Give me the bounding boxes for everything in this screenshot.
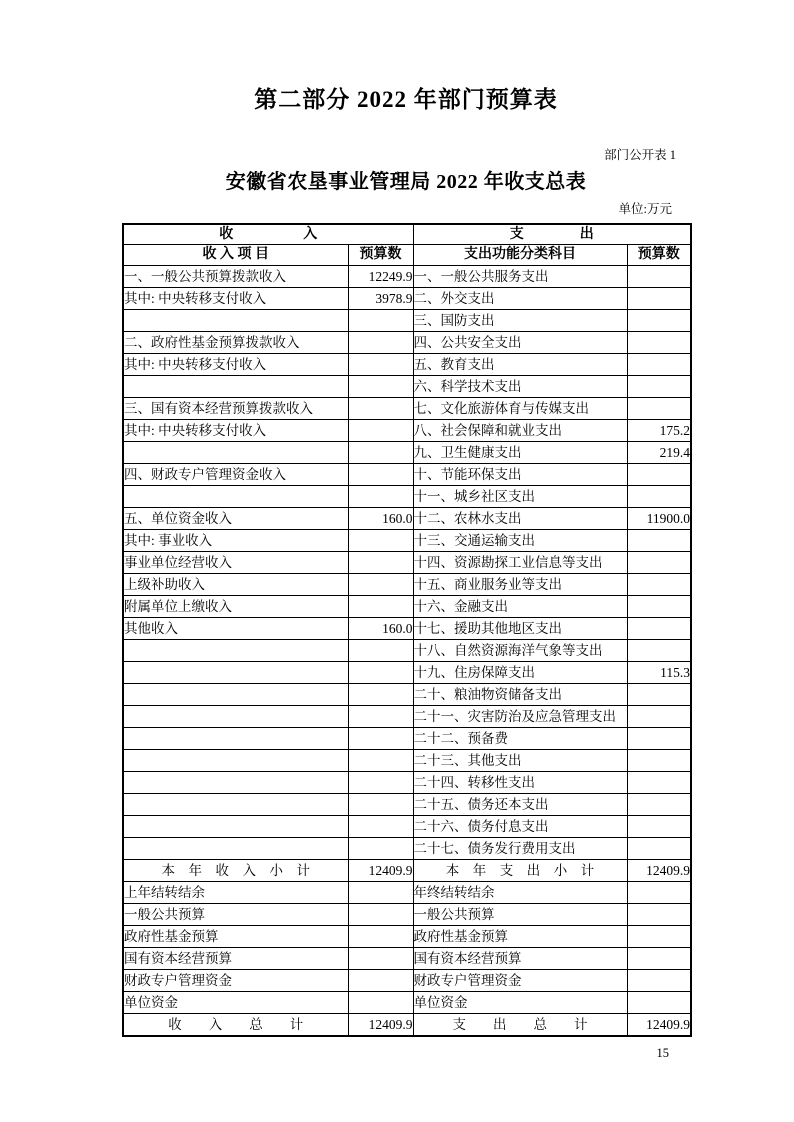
table-row bbox=[123, 552, 691, 574]
income-item-cell: 其中: 中央转移支付收入 bbox=[123, 420, 348, 442]
expense-value-cell bbox=[627, 486, 691, 508]
income-item-cell: 三、国有资本经营预算拨款收入 bbox=[123, 398, 348, 420]
unit-label: 单位:万元 bbox=[618, 202, 672, 217]
expense-value-cell bbox=[627, 816, 691, 838]
income-item-column-header: 收 入 项 目 bbox=[123, 245, 348, 266]
income-item-cell bbox=[123, 376, 348, 398]
expense-value-cell bbox=[627, 266, 691, 288]
income-item-cell bbox=[123, 838, 348, 860]
income-value-cell bbox=[348, 926, 413, 948]
income-value-cell bbox=[348, 464, 413, 486]
expense-item-cell: 二十四、转移性支出 bbox=[413, 772, 627, 794]
expense-item-cell: 十、节能环保支出 bbox=[413, 464, 627, 486]
income-item-cell bbox=[123, 684, 348, 706]
table-column-header-row bbox=[123, 245, 691, 266]
expense-value-cell: 115.3 bbox=[627, 662, 691, 684]
expense-item-cell: 十八、自然资源海洋气象等支出 bbox=[413, 640, 627, 662]
income-value-cell bbox=[348, 750, 413, 772]
income-item-cell bbox=[123, 662, 348, 684]
expense-value-cell bbox=[627, 772, 691, 794]
expense-value-cell bbox=[627, 948, 691, 970]
expense-value-cell bbox=[627, 750, 691, 772]
income-value-cell bbox=[348, 332, 413, 354]
expense-item-cell: 二十、粮油物资储备支出 bbox=[413, 684, 627, 706]
table-row bbox=[123, 376, 691, 398]
expense-item-cell: 二十一、灾害防治及应急管理支出 bbox=[413, 706, 627, 728]
income-item-cell: 五、单位资金收入 bbox=[123, 508, 348, 530]
table-row bbox=[123, 266, 691, 288]
income-value-cell bbox=[348, 486, 413, 508]
expense-item-cell: 二十七、债务发行费用支出 bbox=[413, 838, 627, 860]
income-item-cell: 财政专户管理资金 bbox=[123, 970, 348, 992]
expense-value-cell bbox=[627, 992, 691, 1014]
income-value-cell bbox=[348, 552, 413, 574]
expense-value-cell bbox=[627, 552, 691, 574]
expense-item-cell: 五、教育支出 bbox=[413, 354, 627, 376]
table-row bbox=[123, 420, 691, 442]
expense-value-cell bbox=[627, 684, 691, 706]
table-row bbox=[123, 508, 691, 530]
expense-item-cell: 十一、城乡社区支出 bbox=[413, 486, 627, 508]
table-row bbox=[123, 970, 691, 992]
table-row bbox=[123, 794, 691, 816]
table-row bbox=[123, 728, 691, 750]
expense-value-cell bbox=[627, 640, 691, 662]
income-value-cell bbox=[348, 838, 413, 860]
table-row bbox=[123, 574, 691, 596]
income-item-cell bbox=[123, 310, 348, 332]
income-item-cell: 本 年 收 入 小 计 bbox=[123, 860, 348, 882]
expense-value-cell bbox=[627, 398, 691, 420]
table-group-header-row bbox=[123, 224, 691, 245]
expense-value-cell bbox=[627, 574, 691, 596]
income-value-cell: 160.0 bbox=[348, 508, 413, 530]
income-value-cell bbox=[348, 398, 413, 420]
expense-value-cell: 175.2 bbox=[627, 420, 691, 442]
table-row bbox=[123, 860, 691, 882]
expense-item-cell: 支 出 总 计 bbox=[413, 1014, 627, 1037]
income-item-cell: 收 入 总 计 bbox=[123, 1014, 348, 1037]
income-item-cell: 二、政府性基金预算拨款收入 bbox=[123, 332, 348, 354]
income-value-cell bbox=[348, 376, 413, 398]
income-value-cell bbox=[348, 728, 413, 750]
table-row bbox=[123, 882, 691, 904]
expense-item-cell: 七、文化旅游体育与传媒支出 bbox=[413, 398, 627, 420]
expense-item-cell: 二、外交支出 bbox=[413, 288, 627, 310]
expense-value-cell bbox=[627, 838, 691, 860]
income-item-cell: 其中: 事业收入 bbox=[123, 530, 348, 552]
income-item-cell bbox=[123, 816, 348, 838]
expense-value-cell bbox=[627, 618, 691, 640]
table-row bbox=[123, 926, 691, 948]
income-value-cell bbox=[348, 970, 413, 992]
income-value-cell bbox=[348, 684, 413, 706]
expense-value-cell bbox=[627, 706, 691, 728]
table-row bbox=[123, 706, 691, 728]
expense-value-cell bbox=[627, 904, 691, 926]
expense-item-cell: 二十三、其他支出 bbox=[413, 750, 627, 772]
expense-item-cell: 八、社会保障和就业支出 bbox=[413, 420, 627, 442]
income-item-cell: 其他收入 bbox=[123, 618, 348, 640]
income-item-cell: 其中: 中央转移支付收入 bbox=[123, 288, 348, 310]
part-title: 第二部分 2022 年部门预算表 bbox=[254, 87, 558, 112]
expense-item-cell: 二十二、预备费 bbox=[413, 728, 627, 750]
table-row bbox=[123, 992, 691, 1014]
table-row bbox=[123, 684, 691, 706]
expense-value-cell bbox=[627, 376, 691, 398]
expense-item-cell: 三、国防支出 bbox=[413, 310, 627, 332]
expense-item-cell: 二十六、债务付息支出 bbox=[413, 816, 627, 838]
income-item-cell bbox=[123, 486, 348, 508]
income-item-cell: 事业单位经营收入 bbox=[123, 552, 348, 574]
table-row bbox=[123, 618, 691, 640]
expense-item-cell: 四、公共安全支出 bbox=[413, 332, 627, 354]
expense-item-cell: 十二、农林水支出 bbox=[413, 508, 627, 530]
table-row bbox=[123, 486, 691, 508]
income-item-cell bbox=[123, 442, 348, 464]
budget-table-body bbox=[123, 266, 691, 1037]
income-value-cell: 12409.9 bbox=[348, 860, 413, 882]
expense-item-cell: 二十五、债务还本支出 bbox=[413, 794, 627, 816]
expense-value-cell bbox=[627, 332, 691, 354]
table-row bbox=[123, 750, 691, 772]
income-value-cell bbox=[348, 794, 413, 816]
table-row bbox=[123, 838, 691, 860]
expense-value-cell: 219.4 bbox=[627, 442, 691, 464]
table-row bbox=[123, 904, 691, 926]
income-value-cell bbox=[348, 992, 413, 1014]
table-row bbox=[123, 816, 691, 838]
expense-item-cell: 国有资本经营预算 bbox=[413, 948, 627, 970]
table-row bbox=[123, 640, 691, 662]
table-tag-label: 部门公开表 1 bbox=[604, 148, 676, 163]
expense-item-column-header: 支出功能分类科目 bbox=[413, 245, 627, 266]
table-row bbox=[123, 332, 691, 354]
expense-value-cell bbox=[627, 728, 691, 750]
table-row bbox=[123, 948, 691, 970]
budget-summary-table bbox=[122, 223, 692, 1037]
income-item-cell: 政府性基金预算 bbox=[123, 926, 348, 948]
table-row bbox=[123, 772, 691, 794]
expense-value-cell bbox=[627, 970, 691, 992]
expense-value-cell bbox=[627, 464, 691, 486]
table-title: 安徽省农垦事业管理局 2022 年收支总表 bbox=[225, 171, 587, 194]
expense-value-cell bbox=[627, 926, 691, 948]
table-row bbox=[123, 442, 691, 464]
page-number: 15 bbox=[656, 1046, 669, 1061]
expense-value-cell bbox=[627, 882, 691, 904]
table-row bbox=[123, 288, 691, 310]
income-item-cell: 附属单位上缴收入 bbox=[123, 596, 348, 618]
expense-item-cell: 一、一般公共服务支出 bbox=[413, 266, 627, 288]
expense-value-cell bbox=[627, 530, 691, 552]
expense-item-cell: 九、卫生健康支出 bbox=[413, 442, 627, 464]
expense-item-cell: 十四、资源勘探工业信息等支出 bbox=[413, 552, 627, 574]
expense-value-cell bbox=[627, 310, 691, 332]
income-value-cell bbox=[348, 904, 413, 926]
expense-item-cell: 财政专户管理资金 bbox=[413, 970, 627, 992]
income-item-cell bbox=[123, 772, 348, 794]
expense-item-cell: 十五、商业服务业等支出 bbox=[413, 574, 627, 596]
table-row bbox=[123, 662, 691, 684]
income-value-cell bbox=[348, 706, 413, 728]
income-value-cell bbox=[348, 662, 413, 684]
table-row bbox=[123, 596, 691, 618]
expense-item-cell: 一般公共预算 bbox=[413, 904, 627, 926]
expense-value-cell bbox=[627, 354, 691, 376]
income-item-cell: 一、一般公共预算拨款收入 bbox=[123, 266, 348, 288]
income-value-cell bbox=[348, 310, 413, 332]
expense-value-cell: 12409.9 bbox=[627, 1014, 691, 1037]
income-item-cell: 上级补助收入 bbox=[123, 574, 348, 596]
income-value-cell: 160.0 bbox=[348, 618, 413, 640]
income-value-cell bbox=[348, 772, 413, 794]
income-item-cell bbox=[123, 706, 348, 728]
expense-value-cell bbox=[627, 794, 691, 816]
expense-value-cell bbox=[627, 596, 691, 618]
income-item-cell: 单位资金 bbox=[123, 992, 348, 1014]
table-row bbox=[123, 310, 691, 332]
expense-item-cell: 十三、交通运输支出 bbox=[413, 530, 627, 552]
expense-item-cell: 本 年 支 出 小 计 bbox=[413, 860, 627, 882]
table-row bbox=[123, 1014, 691, 1037]
expense-value-cell bbox=[627, 288, 691, 310]
income-value-cell bbox=[348, 816, 413, 838]
income-item-cell: 其中: 中央转移支付收入 bbox=[123, 354, 348, 376]
expense-item-cell: 十九、住房保障支出 bbox=[413, 662, 627, 684]
income-value-cell bbox=[348, 442, 413, 464]
income-item-cell bbox=[123, 750, 348, 772]
expense-value-cell: 12409.9 bbox=[627, 860, 691, 882]
page-content bbox=[122, 0, 690, 1061]
table-row bbox=[123, 530, 691, 552]
expense-item-cell: 年终结转结余 bbox=[413, 882, 627, 904]
income-value-cell bbox=[348, 948, 413, 970]
income-item-cell bbox=[123, 640, 348, 662]
income-item-cell: 国有资本经营预算 bbox=[123, 948, 348, 970]
expense-item-cell: 十七、援助其他地区支出 bbox=[413, 618, 627, 640]
expense-budget-column-header: 预算数 bbox=[627, 245, 691, 266]
income-item-cell bbox=[123, 728, 348, 750]
expense-item-cell: 单位资金 bbox=[413, 992, 627, 1014]
income-item-cell bbox=[123, 794, 348, 816]
expense-item-cell: 政府性基金预算 bbox=[413, 926, 627, 948]
expense-value-cell: 11900.0 bbox=[627, 508, 691, 530]
income-value-cell: 12409.9 bbox=[348, 1014, 413, 1037]
income-value-cell: 3978.9 bbox=[348, 288, 413, 310]
income-item-cell: 四、财政专户管理资金收入 bbox=[123, 464, 348, 486]
table-row bbox=[123, 398, 691, 420]
income-value-cell bbox=[348, 596, 413, 618]
expense-group-header: 支 出 bbox=[413, 224, 691, 245]
income-item-cell: 上年结转结余 bbox=[123, 882, 348, 904]
income-value-cell bbox=[348, 882, 413, 904]
income-value-cell bbox=[348, 420, 413, 442]
income-value-cell: 12249.9 bbox=[348, 266, 413, 288]
income-value-cell bbox=[348, 530, 413, 552]
table-row bbox=[123, 354, 691, 376]
income-value-cell bbox=[348, 574, 413, 596]
income-item-cell: 一般公共预算 bbox=[123, 904, 348, 926]
income-value-cell bbox=[348, 354, 413, 376]
income-value-cell bbox=[348, 640, 413, 662]
expense-item-cell: 六、科学技术支出 bbox=[413, 376, 627, 398]
table-row bbox=[123, 464, 691, 486]
income-group-header: 收 入 bbox=[123, 224, 413, 245]
income-budget-column-header: 预算数 bbox=[348, 245, 413, 266]
expense-item-cell: 十六、金融支出 bbox=[413, 596, 627, 618]
